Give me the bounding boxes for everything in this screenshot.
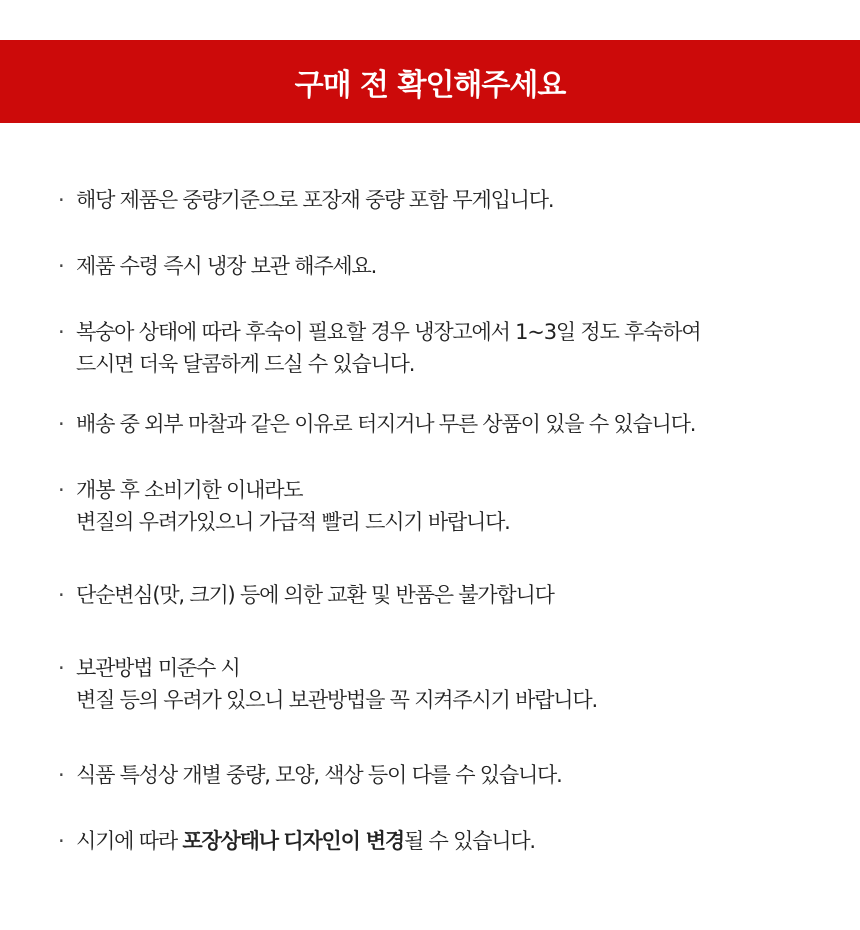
notice-item (58, 759, 838, 791)
bullet-icon: · (58, 478, 64, 502)
notice-text: 단순변심(맛, 크기) 등에 의한 교환 및 반품은 불가합니다 (76, 583, 554, 607)
notice-item (58, 652, 838, 716)
bullet-icon: · (58, 320, 64, 344)
notice-text: 보관방법 미준수 시 (76, 656, 240, 680)
notice-text: 배송 중 외부 마찰과 같은 이유로 터지거나 무른 상품이 있을 수 있습니다. (76, 412, 696, 436)
notice-text: 식품 특성상 개별 중량, 모양, 색상 등이 다를 수 있습니다. (76, 763, 562, 787)
notice-item (58, 579, 838, 611)
notice-text (76, 825, 838, 857)
banner-title: 구매 전 확인해주세요 (294, 67, 566, 103)
notice-text-plain: 시기에 따라 (76, 829, 183, 853)
notice-text: 개봉 후 소비기한 이내라도 (76, 478, 303, 502)
bullet-icon: · (58, 412, 64, 436)
notice-text: 해당 제품은 중량기준으로 포장재 중량 포함 무게입니다. (76, 188, 554, 212)
notice-item (58, 184, 838, 216)
bullet-icon: · (58, 656, 64, 680)
bullet-icon: · (58, 829, 64, 853)
bullet-icon: · (58, 763, 64, 787)
notice-text-emphasis: 디자인이 변경 (283, 829, 404, 853)
notice-banner (0, 40, 860, 123)
notice-text: 변질의 우려가있으니 가급적 빨리 드시기 바랍니다. (76, 510, 510, 534)
notice-text-plain: 될 수 있습니다. (403, 829, 535, 853)
bullet-icon: · (58, 254, 64, 278)
notice-text: 복숭아 상태에 따라 후숙이 필요할 경우 냉장고에서 1~3일 정도 후숙하여 (76, 320, 701, 344)
notice-item (58, 250, 838, 282)
notice-text: 드시면 더욱 달콤하게 드실 수 있습니다. (76, 352, 415, 376)
notice-item (58, 408, 838, 440)
notice-item (58, 316, 838, 380)
bullet-icon: · (58, 583, 64, 607)
notice-text: 제품 수령 즉시 냉장 보관 해주세요. (76, 254, 377, 278)
notice-item (58, 474, 838, 538)
notice-text: 변질 등의 우려가 있으니 보관방법을 꼭 지켜주시기 바랍니다. (76, 688, 597, 712)
notice-text-emphasis: 포장상태나 (182, 829, 278, 853)
bullet-icon: · (58, 188, 64, 212)
notice-item (58, 825, 838, 857)
